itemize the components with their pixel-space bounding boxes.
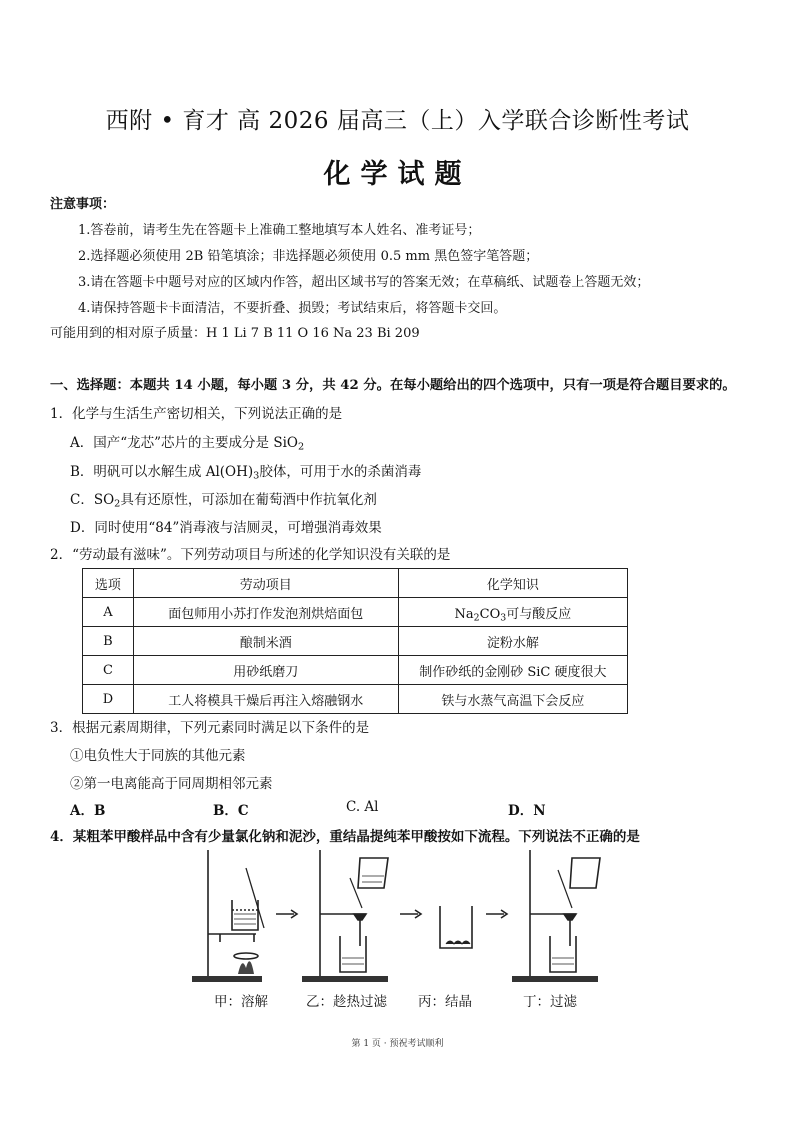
apparatus-hot-filtration	[302, 850, 388, 982]
table-cell-option: B	[83, 627, 134, 656]
caption-hot-filtration: 乙：趁热过滤	[306, 994, 387, 1010]
q3-condition-1: ①电负性大于同族的其他元素	[70, 748, 246, 764]
table-cell-task: 工人将模具干燥后再注入熔融钢水	[133, 685, 398, 714]
table-header-cell: 劳动项目	[133, 569, 398, 598]
section-heading: 一、选择题：本题共 14 小题，每小题 3 分，共 42 分。在每小题给出的四个选项中，只有一项是符合题目要求的。	[50, 378, 736, 393]
knowledge-text: 可与酸反应	[506, 606, 572, 622]
q3-option-a: A．B	[70, 803, 106, 819]
table-cell-knowledge	[398, 598, 627, 627]
table-row	[83, 627, 628, 656]
q2-table	[82, 568, 628, 714]
arrow-icon	[400, 910, 421, 918]
q3-stem: 3．根据元素周期律，下列元素同时满足以下条件的是	[50, 720, 370, 736]
caption-crystallize: 丙：结晶	[418, 994, 472, 1010]
arrow-icon	[276, 910, 297, 918]
atomic-mass-line: 可能用到的相对原子质量：H 1 Li 7 B 11 O 16 Na 23 Bi 209	[50, 326, 420, 341]
page-footer: 第 1 页 · 预祝考试顺利	[351, 1039, 444, 1049]
table-cell-task: 酿制米酒	[133, 627, 398, 656]
subject-title: 化学试题	[323, 159, 472, 190]
formula-text: CO	[479, 606, 501, 622]
table-cell-task: 面包师用小苏打作发泡剂烘焙面包	[133, 598, 398, 627]
q1-b-text: B．明矾可以水解生成 Al(OH)	[70, 464, 254, 480]
exam-title: 西附 • 育才 高 2026 届高三（上）入学联合诊断性考试	[105, 108, 690, 134]
notice-item-3: 3.请在答题卡中题号对应的区域内作答，超出区域书写的答案无效；在草稿纸、试题卷上答题无效；	[78, 275, 650, 290]
q1-option-c	[70, 488, 377, 508]
q1-a-text: A．国产“龙芯”芯片的主要成分是 SiO	[70, 435, 298, 451]
table-row	[83, 656, 628, 685]
q3-option-b: B．C	[213, 803, 249, 819]
q3-condition-2: ②第一电离能高于同周期相邻元素	[70, 776, 273, 792]
table-row	[83, 598, 628, 627]
q1-c-text: C．SO	[70, 492, 115, 508]
caption-dissolve: 甲：溶解	[214, 994, 268, 1010]
q1-c-text-2: 具有还原性，可添加在葡萄酒中作抗氧化剂	[120, 492, 377, 508]
q1-option-d: D．同时使用“84”消毒液与洁厕灵，可增强消毒效果	[70, 520, 382, 536]
table-cell-option: D	[83, 685, 134, 714]
table-cell-option: A	[83, 598, 134, 627]
notice-item-2: 2.选择题必须使用 2B 铅笔填涂；非选择题必须使用 0.5 mm 黑色签字笔答题；	[78, 249, 539, 264]
formula-sub: 3	[500, 611, 507, 623]
q2-stem: 2．“劳动最有滋味”。下列劳动项目与所述的化学知识没有关联的是	[50, 547, 451, 563]
table-cell-knowledge: 铁与水蒸气高温下会反应	[398, 685, 627, 714]
q1-option-b	[70, 460, 421, 480]
recrystallization-apparatus-figure	[190, 848, 610, 988]
table-header-cell: 选项	[83, 569, 134, 598]
q1-a-sub: 2	[297, 441, 305, 453]
apparatus-dissolve	[192, 850, 264, 982]
q3-option-d: D．N	[508, 803, 546, 819]
notice-item-1: 1.答卷前，请考生先在答题卡上准确工整地填写本人姓名、准考证号；	[78, 223, 481, 238]
table-cell-task: 用砂纸磨刀	[133, 656, 398, 685]
q1-option-a	[70, 431, 304, 451]
apparatus-filtration	[512, 850, 600, 982]
q1-b-sub: 3	[253, 470, 260, 482]
q1-c-sub: 2	[114, 498, 121, 510]
table-row	[83, 685, 628, 714]
table-cell-option: C	[83, 656, 134, 685]
table-cell-knowledge: 制作砂纸的金刚砂 SiC 硬度很大	[398, 656, 627, 685]
q3-option-c: C. Al	[346, 799, 379, 815]
apparatus-crystallize	[440, 906, 472, 948]
formula-sub: 2	[473, 611, 480, 623]
caption-filtration: 丁：过滤	[523, 994, 577, 1010]
notice-item-4: 4.请保持答题卡卡面清洁，不要折叠、损毁；考试结束后，将答题卡交回。	[78, 301, 507, 316]
table-header-row	[83, 569, 628, 598]
notice-heading: 注意事项：	[50, 197, 116, 212]
table-header-cell: 化学知识	[398, 569, 627, 598]
q1-stem: 1．化学与生活生产密切相关，下列说法正确的是	[50, 406, 343, 422]
formula-text: Na	[454, 606, 474, 622]
q4-stem: 4．某粗苯甲酸样品中含有少量氯化钠和泥沙，重结晶提纯苯甲酸按如下流程。下列说法不正确的是	[50, 829, 640, 845]
table-cell-knowledge: 淀粉水解	[398, 627, 627, 656]
q1-b-text-2: 胶体，可用于水的杀菌消毒	[259, 464, 422, 480]
arrow-icon	[486, 910, 507, 918]
